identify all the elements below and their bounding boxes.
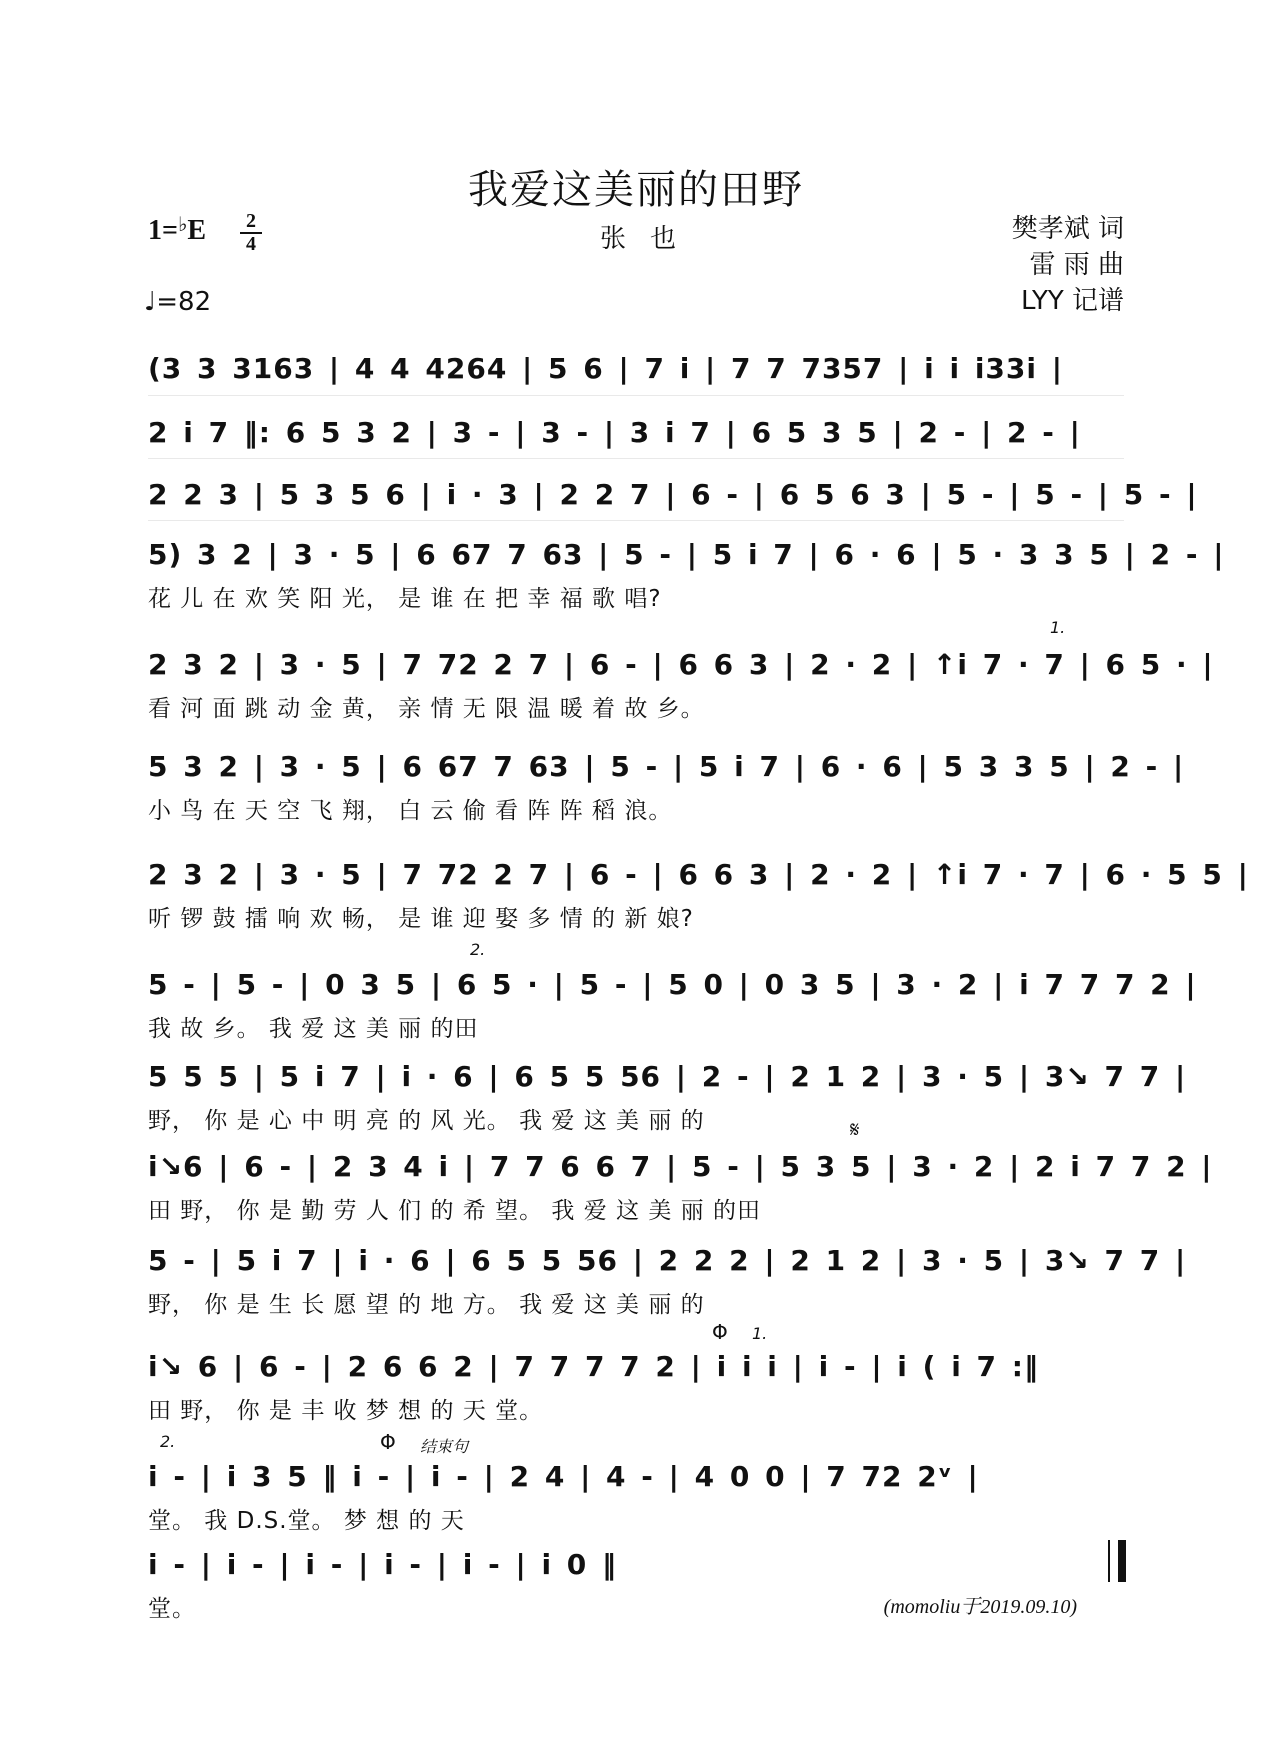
transcription-date-note: (momoliu于2019.09.10) — [883, 1596, 1077, 1618]
ending-phrase-label: 结束句 — [420, 1437, 469, 1456]
lyric-line-5: 看 河 面 跳 动 金 黄， 亲 情 无 限 温 暖 着 故 乡。 — [148, 696, 705, 722]
singer: 张也 — [600, 224, 701, 254]
notation-line-8: 5 - | 5 - | 0 3 5 | 6 5 · | 5 - | 5 0 | 0 3 5 | 3 · 2 | i 7 7 7 2 | — [148, 968, 1197, 1001]
time-signature-top: 2 — [246, 210, 256, 232]
time-signature-bottom: 4 — [246, 233, 256, 255]
lyric-line-14: 堂。 — [148, 1596, 196, 1622]
lyric-line-12: 田 野， 你 是 丰 收 梦 想 的 天 堂。 — [148, 1398, 544, 1424]
lyric-line-6: 小 鸟 在 天 空 飞 翔， 白 云 偷 看 阵 阵 稻 浪。 — [148, 798, 673, 824]
notation-line-3: 2 2 3 | 5 3 5 6 | i · 3 | 2 2 7 | 6 - | 6 5 6 3 | 5 - | 5 - | 5 - | — [148, 478, 1198, 511]
notation-line-14: i - | i - | i - | i - | i - | i 0 ‖ — [148, 1548, 618, 1581]
notation-line-11: 5 - | 5 i 7 | i · 6 | 6 5 5 56 | 2 2 2 | 2 1 2 | 3 · 5 | 3↘ 7 7 | — [148, 1244, 1187, 1277]
coda-icon: Φ — [712, 1320, 728, 1344]
key-note: E — [187, 215, 207, 246]
flat-symbol: ♭ — [177, 214, 188, 236]
volta-1-marker: 1. — [1050, 618, 1066, 637]
volta-1-marker-b: 1. — [752, 1324, 768, 1343]
lyric-line-9: 野， 你 是 心 中 明 亮 的 风 光。 我 爱 这 美 丽 的 — [148, 1108, 705, 1134]
composer-credit: 雷 雨 曲 — [1029, 250, 1124, 280]
tempo-value: =82 — [156, 287, 212, 317]
lyric-line-10: 田 野， 你 是 勤 劳 人 们 的 希 望。 我 爱 这 美 丽 的田 — [148, 1198, 761, 1224]
notation-line-6: 5 3 2 | 3 · 5 | 6 67 7 63 | 5 - | 5 i 7 | 6 · 6 | 5 3 3 5 | 2 - | — [148, 750, 1185, 783]
notation-line-10: i↘6 | 6 - | 2 3 4 i | 7 7 6 6 7 | 5 - | 5 3 5 | 3 · 2 | 2 i 7 7 2 | — [148, 1150, 1213, 1183]
volta-2-marker: 2. — [470, 940, 486, 959]
lyric-line-8: 我 故 乡。 我 爱 这 美 丽 的田 — [148, 1016, 479, 1042]
lyric-line-13: 堂。 我 D.S.堂。 梦 想 的 天 — [148, 1508, 465, 1534]
key-signature — [148, 212, 206, 247]
time-signature — [240, 212, 262, 254]
lyric-line-11: 野， 你 是 生 长 愿 望 的 地 方。 我 爱 这 美 丽 的 — [148, 1292, 705, 1318]
notation-line-13: i - | i 3 5 ‖ i - | i - | 2 4 | 4 - | 4 0 0 | 7 72 2ᵛ | — [148, 1460, 979, 1493]
notation-line-4: 5) 3 2 | 3 · 5 | 6 67 7 63 | 5 - | 5 i 7 | 6 · 6 | 5 · 3 3 5 | 2 - | — [148, 538, 1225, 571]
notation-line-5: 2 3 2 | 3 · 5 | 7 72 2 7 | 6 - | 6 6 3 | 2 · 2 | ↑i 7 · 7 | 6 5 · | — [148, 648, 1214, 681]
coda-icon-2: Φ — [380, 1430, 396, 1454]
lyricist-credit: 樊孝斌 词 — [1011, 214, 1124, 244]
segno-icon: 𝄋 — [850, 1118, 860, 1143]
lyric-line-4: 花 儿 在 欢 笑 阳 光， 是 谁 在 把 幸 福 歌 唱? — [148, 586, 662, 612]
tempo-marking — [144, 287, 211, 317]
notation-line-9: 5 5 5 | 5 i 7 | i · 6 | 6 5 5 56 | 2 - | 2 1 2 | 3 · 5 | 3↘ 7 7 | — [148, 1060, 1187, 1093]
final-barline-thin — [1108, 1540, 1110, 1582]
notation-line-2: 2 i 7 ‖: 6 5 3 2 | 3 - | 3 - | 3 i 7 | 6 5 3 5 | 2 - | 2 - | — [148, 416, 1081, 449]
notation-line-1: (3 3 3163 | 4 4 4264 | 5 6 | 7 i | 7 7 7357 | i i i33i | — [148, 352, 1063, 385]
transcriber-credit: LYY 记谱 — [1020, 286, 1124, 316]
key-prefix: 1= — [148, 215, 178, 246]
quarter-note-icon: ♩ — [144, 287, 157, 317]
lyric-line-7: 听 锣 鼓 擂 响 欢 畅， 是 谁 迎 娶 多 情 的 新 娘? — [148, 906, 694, 932]
volta-2-marker-b: 2. — [160, 1432, 176, 1451]
final-barline-thick — [1118, 1540, 1126, 1582]
song-title: 我爱这美丽的田野 — [468, 167, 804, 213]
notation-line-12: i↘ 6 | 6 - | 2 6 6 2 | 7 7 7 7 2 | i i i | i - | i ( i 7 :‖ — [148, 1350, 1039, 1383]
notation-line-7: 2 3 2 | 3 · 5 | 7 72 2 7 | 6 - | 6 6 3 | 2 · 2 | ↑i 7 · 7 | 6 · 5 5 | — [148, 858, 1249, 891]
